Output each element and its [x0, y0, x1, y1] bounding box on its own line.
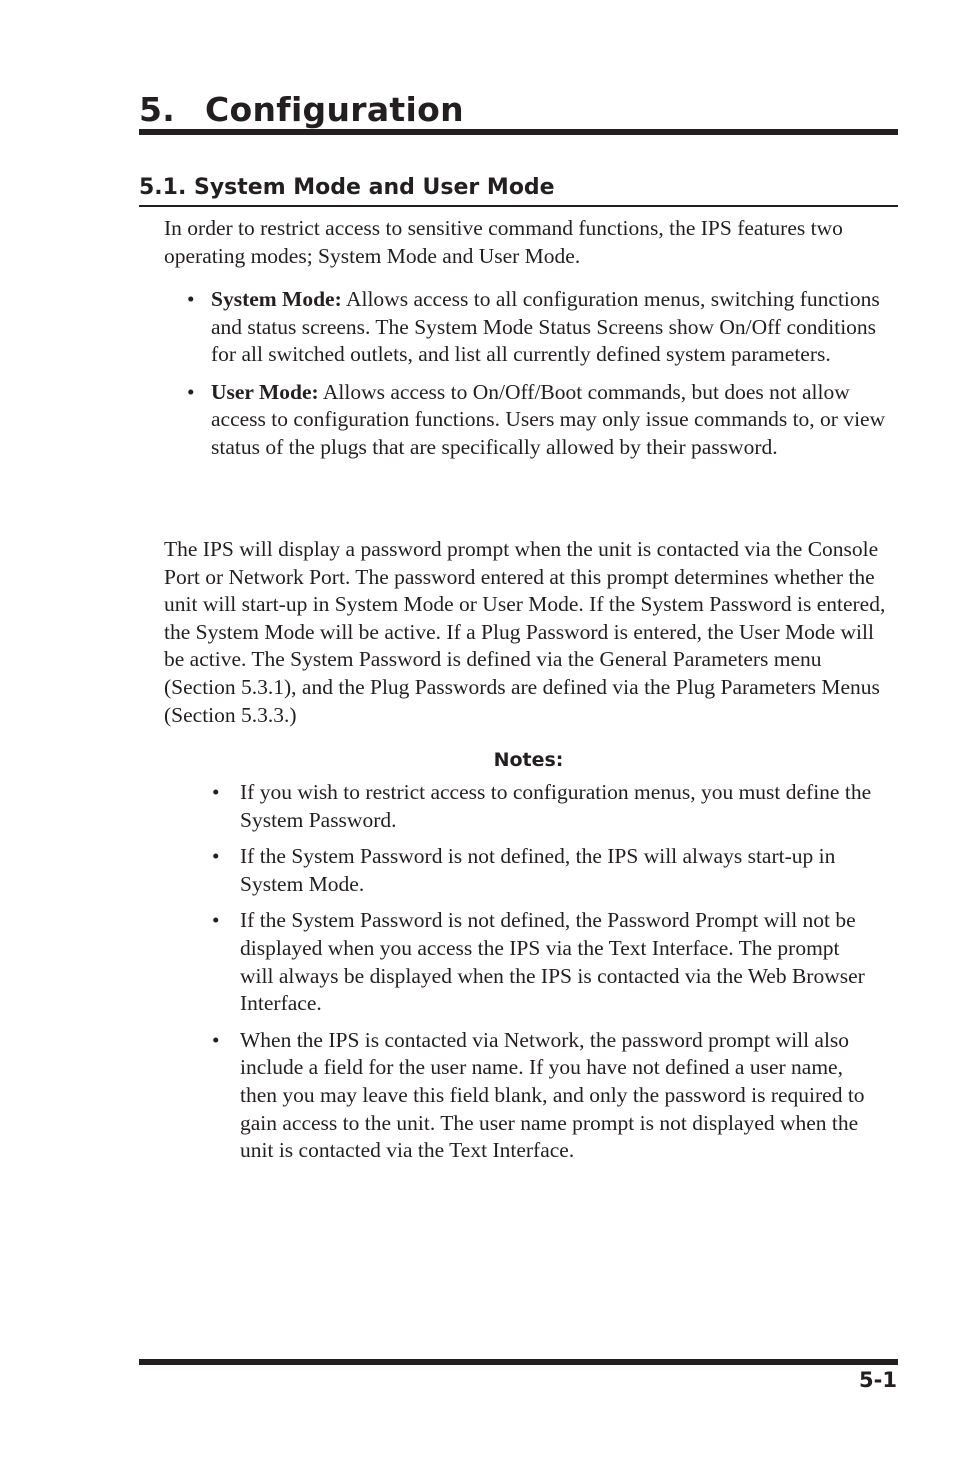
note-item — [212, 907, 872, 1017]
bullet-icon: • — [212, 1027, 220, 1052]
mode-term: User Mode: — [211, 379, 319, 404]
footer-rule — [139, 1359, 898, 1365]
notes-list — [212, 779, 872, 1174]
note-text: If you wish to restrict access to configuration menus, you must define the System Password. — [240, 780, 872, 832]
chapter-title — [139, 88, 464, 132]
section-title: 5.1. System Mode and User Mode — [139, 175, 555, 200]
bullet-icon: • — [212, 908, 220, 933]
bullet-icon: • — [187, 287, 195, 311]
intro-paragraph: In order to restrict access to sensitive command functions, the IPS features two operating modes; System Mode and User Mode. — [164, 216, 843, 268]
chapter-rule — [139, 129, 898, 135]
password-paragraph: The IPS will display a password prompt when the unit is contacted via the Console Port or Network Port. The password entered at this prompt determines whether the unit will start-up in System Mode or User Mode. If the System Password is entered, the System Mode will be active. If a Plug Password is entered, the User Mode will be active. The System Password is defined via the General Parameters menu (Section 5.3.1), and the Plug Passwords are defined via the Plug Parameters Menus (Section 5.3.3.) — [164, 537, 886, 727]
mode-description: Allows access to all configuration menus, switching functions and status screens. The System Mode Status Screens show On/Off conditions for all switched outlets, and list all currently defined system parameters. — [211, 287, 880, 367]
list-item-user-mode — [187, 379, 897, 462]
note-item — [212, 843, 872, 898]
mode-term: System Mode: — [211, 287, 342, 311]
bullet-icon: • — [212, 780, 220, 804]
note-item — [212, 1027, 872, 1165]
note-item — [212, 779, 872, 834]
chapter-number: 5. — [139, 90, 176, 129]
note-text: If the System Password is not defined, the Password Prompt will not be displayed when you access the IPS via the Text Interface. The prompt will always be displayed when the IPS is contacted via the Web Browser Interface. — [240, 908, 865, 1016]
chapter-title-text: Configuration — [205, 90, 464, 129]
note-text: When the IPS is contacted via Network, the password prompt will also include a field for the user name. If you have not defined a user name, then you may leave this field blank, and only the password is required to gain access to the unit. The user name prompt is not displayed when the unit is contacted via the Text Interface. — [240, 1027, 865, 1163]
page-number: 5-1 — [859, 1368, 897, 1392]
note-text: If the System Password is not defined, the IPS will always start-up in System Mode. — [240, 844, 836, 896]
mode-description: Allows access to On/Off/Boot commands, but does not allow access to configuration functions. Users may only issue commands to, or view status of the plugs that are specifically allowed by their password. — [211, 379, 886, 459]
mode-list — [187, 286, 897, 472]
bullet-icon: • — [187, 379, 195, 404]
section-rule — [139, 205, 898, 207]
notes-heading: Notes: — [493, 749, 564, 771]
list-item-system-mode — [187, 286, 897, 369]
bullet-icon: • — [212, 844, 220, 869]
